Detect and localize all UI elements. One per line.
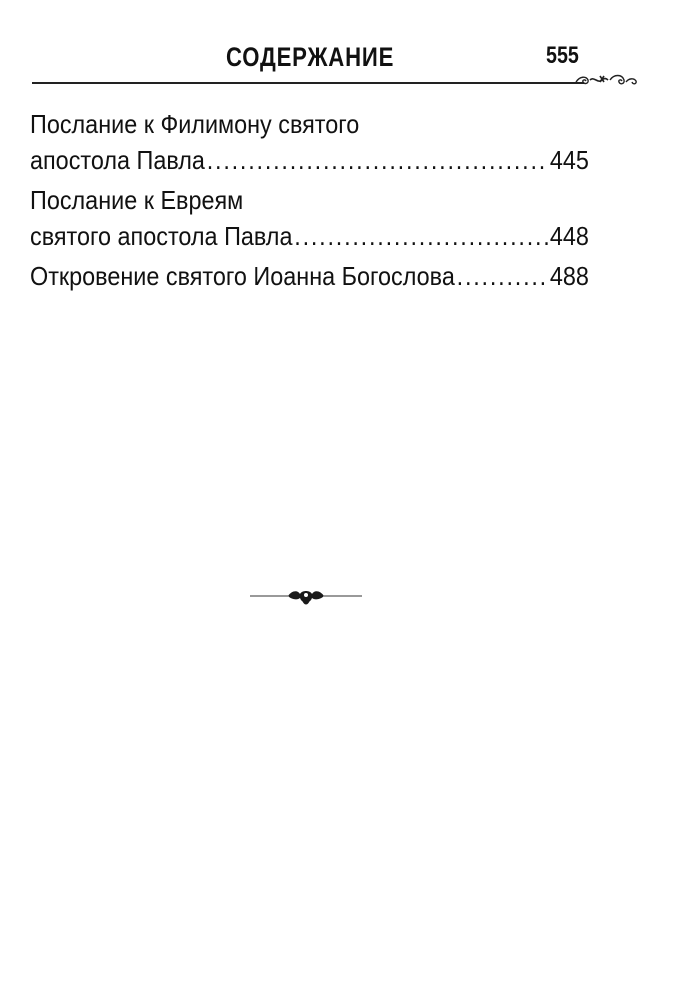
toc-entry-title: Послание к Евреям xyxy=(30,185,244,215)
toc-entry-title-continued: святого апостола Павла xyxy=(30,221,293,251)
dot-leader xyxy=(457,258,548,294)
running-header-title: СОДЕРЖАНИЕ xyxy=(226,42,395,72)
toc-entry-page: 488 xyxy=(549,261,589,291)
toc-entry xyxy=(30,258,590,294)
toc-entry-page: 448 xyxy=(549,221,589,251)
toc-entry-line xyxy=(30,218,589,254)
toc-entry-title: Послание к Филимону святого xyxy=(30,109,360,139)
toc-entry-page: 445 xyxy=(549,145,589,175)
toc-entry-line xyxy=(30,142,589,178)
toc-entry-line xyxy=(30,258,589,294)
toc-entry-title: Откровение святого Иоанна Богослова xyxy=(30,261,455,291)
table-of-contents xyxy=(30,106,590,298)
toc-entry-line xyxy=(30,182,589,218)
toc-entry-line xyxy=(30,106,589,142)
toc-entry xyxy=(30,182,590,254)
header-rule xyxy=(32,82,584,84)
dot-leader xyxy=(294,218,548,254)
scroll-flourish-icon xyxy=(574,70,644,90)
toc-entry xyxy=(30,106,590,178)
dot-leader xyxy=(207,142,548,178)
vignette-divider-icon xyxy=(250,586,362,608)
toc-entry-title-continued: апостола Павла xyxy=(30,145,205,175)
page-number: 555 xyxy=(546,42,579,69)
